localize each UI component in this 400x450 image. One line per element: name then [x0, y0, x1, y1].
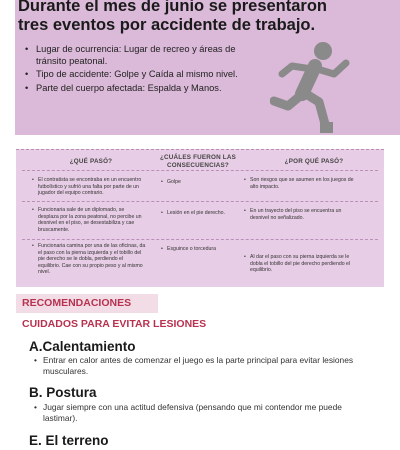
recommendations-title: RECOMENDACIONES — [22, 297, 132, 309]
falling-person-icon — [270, 36, 350, 136]
headline: Durante el mes de junio se presentaron tres eventos por accidente de trabajo. — [18, 0, 328, 34]
care-subtitle: CUIDADOS PARA EVITAR LESIONES — [22, 318, 207, 330]
column-header-why: ¿POR QUÉ PASÓ? — [284, 158, 344, 165]
row-divider — [22, 201, 378, 202]
summary-item-type: • Tipo de accidente: Golpe y Caída al mismo nivel. — [24, 69, 264, 81]
table-cell-what-3: • Funcionaria camina por una de las oficinas, da el paso con la pierna izquierda y el tobillo del pie derecho se le dobla, perdiendo el equilibrio. Cae con su propio peso y al mismo nivel. — [32, 243, 146, 276]
table-cell-what-2: • Funcionaria sale de un diplomado, se desplaza por la zona peatonal, no percibe un desnivel en el piso, se desestabiliza y cae bruscamente. — [32, 207, 146, 233]
row-divider — [22, 170, 378, 171]
section-text-posture: • Jugar siempre con una actitud defensiva (pensando que mi contendor me puede lastimar). — [34, 402, 374, 423]
table-cell-what-1: • El contratista se encontraba en un encuentro futbolístico y sufrió una falta por parte de un jugador del equipo contrario. — [32, 177, 146, 197]
table-cell-consequence-1: • Golpe — [161, 179, 247, 186]
row-divider — [22, 239, 378, 240]
table-cell-consequence-2: • Lesión en el pie derecho. — [161, 210, 247, 217]
column-header-what: ¿QUÉ PASÓ? — [69, 158, 113, 165]
incidents-table — [16, 149, 384, 287]
table-cell-why-2: • En un trayecto del piso se encuentra un desnivel no señalizado. — [244, 208, 360, 221]
column-header-consequences: ¿CUÁLES FUERON LAS CONSECUENCIAS? — [159, 154, 236, 169]
section-heading-posture: B. Postura — [29, 385, 97, 400]
summary-item-body-part: • Parte del cuerpo afectada: Espalda y Manos. — [24, 83, 264, 95]
table-cell-consequence-3: • Esguince o torcedura — [161, 246, 247, 253]
section-heading-terrain: E. El terreno — [29, 433, 109, 448]
section-text-warmup: • Entrar en calor antes de comenzar el juego es la parte principal para evitar lesiones musculares. — [34, 355, 374, 376]
summary-list — [24, 44, 264, 94]
summary-item-location: • Lugar de ocurrencia: Lugar de recreo y áreas de tránsito peatonal. — [24, 44, 264, 67]
table-cell-why-1: • Son riesgos que se asumen en los juegos de alto impacto. — [244, 177, 360, 190]
section-heading-warmup: A.Calentamiento — [29, 339, 136, 354]
table-cell-why-3: • Al dar el paso con su pierna izquierda se le dobla el tobillo del pie derecho perdiendo el equilibrio. — [244, 254, 360, 274]
